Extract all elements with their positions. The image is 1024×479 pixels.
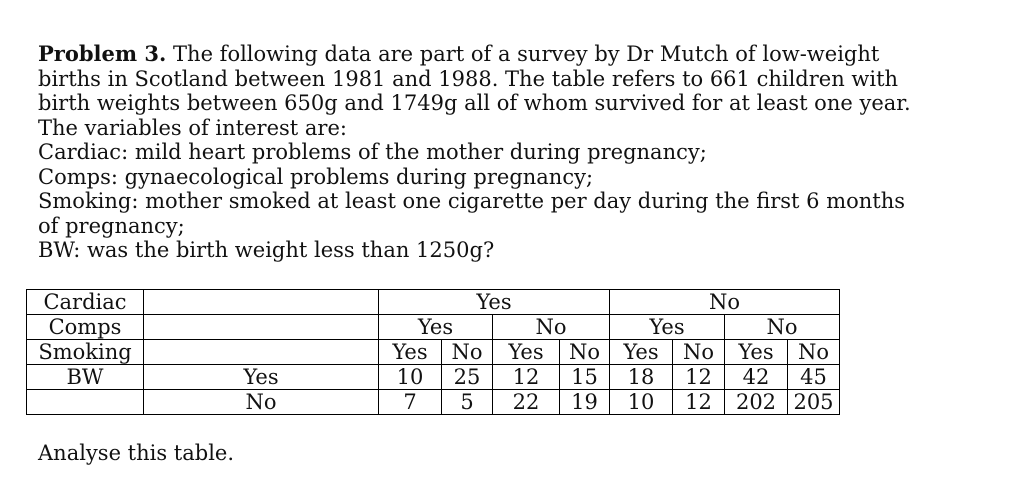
count-cell: 19 [560, 390, 610, 415]
count-cell: 10 [610, 390, 673, 415]
count-cell: 25 [442, 365, 493, 390]
smoking-cell: Yes [725, 340, 788, 365]
cardiac-yes: Yes [379, 290, 610, 315]
count-cell: 12 [673, 390, 725, 415]
table-row-comps [27, 315, 840, 340]
count-cell: 7 [379, 390, 442, 415]
count-cell: 12 [493, 365, 560, 390]
blank-cell [144, 315, 379, 340]
problem-intro [38, 42, 918, 116]
problem-text [38, 42, 918, 263]
smoking-cell: Yes [493, 340, 560, 365]
row-label-cardiac: Cardiac [27, 290, 144, 315]
smoking-cell: No [788, 340, 840, 365]
problem-heading: Problem 3. [38, 41, 167, 66]
table-row-smoking [27, 340, 840, 365]
smoking-cell: No [560, 340, 610, 365]
smoking-cell: No [673, 340, 725, 365]
row-label-comps: Comps [27, 315, 144, 340]
smoking-cell: Yes [610, 340, 673, 365]
count-cell: 10 [379, 365, 442, 390]
count-cell: 5 [442, 390, 493, 415]
variable-smoking: Smoking: mother smoked at least one cigarette per day during the first 6 months of pregnancy; [38, 189, 906, 238]
problem-intro-text: The following data are part of a survey by Dr Mutch of low-weight births in Scotland between 1981 and 1988. The table refers to 661 children with birth weights between 650g and 1749g all of whom survived for at least one year. [38, 42, 911, 115]
comps-cell: Yes [610, 315, 725, 340]
blank-cell [27, 390, 144, 415]
footer-instruction: Analyse this table. [38, 441, 235, 465]
count-cell: 202 [725, 390, 788, 415]
comps-cell: Yes [379, 315, 493, 340]
bw-level-yes: Yes [144, 365, 379, 390]
smoking-cell: No [442, 340, 493, 365]
count-cell: 18 [610, 365, 673, 390]
cardiac-no: No [610, 290, 840, 315]
smoking-cell: Yes [379, 340, 442, 365]
blank-cell [144, 340, 379, 365]
table-row-cardiac [27, 290, 840, 315]
contingency-table [26, 289, 840, 415]
variable-cardiac: Cardiac: mild heart problems of the mother during pregnancy; [38, 140, 707, 164]
comps-cell: No [725, 315, 840, 340]
variable-bw: BW: was the birth weight less than 1250g? [38, 238, 495, 262]
count-cell: 22 [493, 390, 560, 415]
count-cell: 15 [560, 365, 610, 390]
variable-comps: Comps: gynaecological problems during pregnancy; [38, 164, 594, 189]
row-label-smoking: Smoking [27, 340, 144, 365]
count-cell: 42 [725, 365, 788, 390]
count-cell: 45 [788, 365, 840, 390]
table-row-bw-no [27, 390, 840, 415]
count-cell: 205 [788, 390, 840, 415]
count-cell: 12 [673, 365, 725, 390]
blank-cell [144, 290, 379, 315]
table-row-bw-yes [27, 365, 840, 390]
comps-cell: No [493, 315, 610, 340]
row-label-bw: BW [27, 365, 144, 390]
bw-level-no: No [144, 390, 379, 415]
variables-intro: The variables of interest are: [38, 115, 347, 140]
